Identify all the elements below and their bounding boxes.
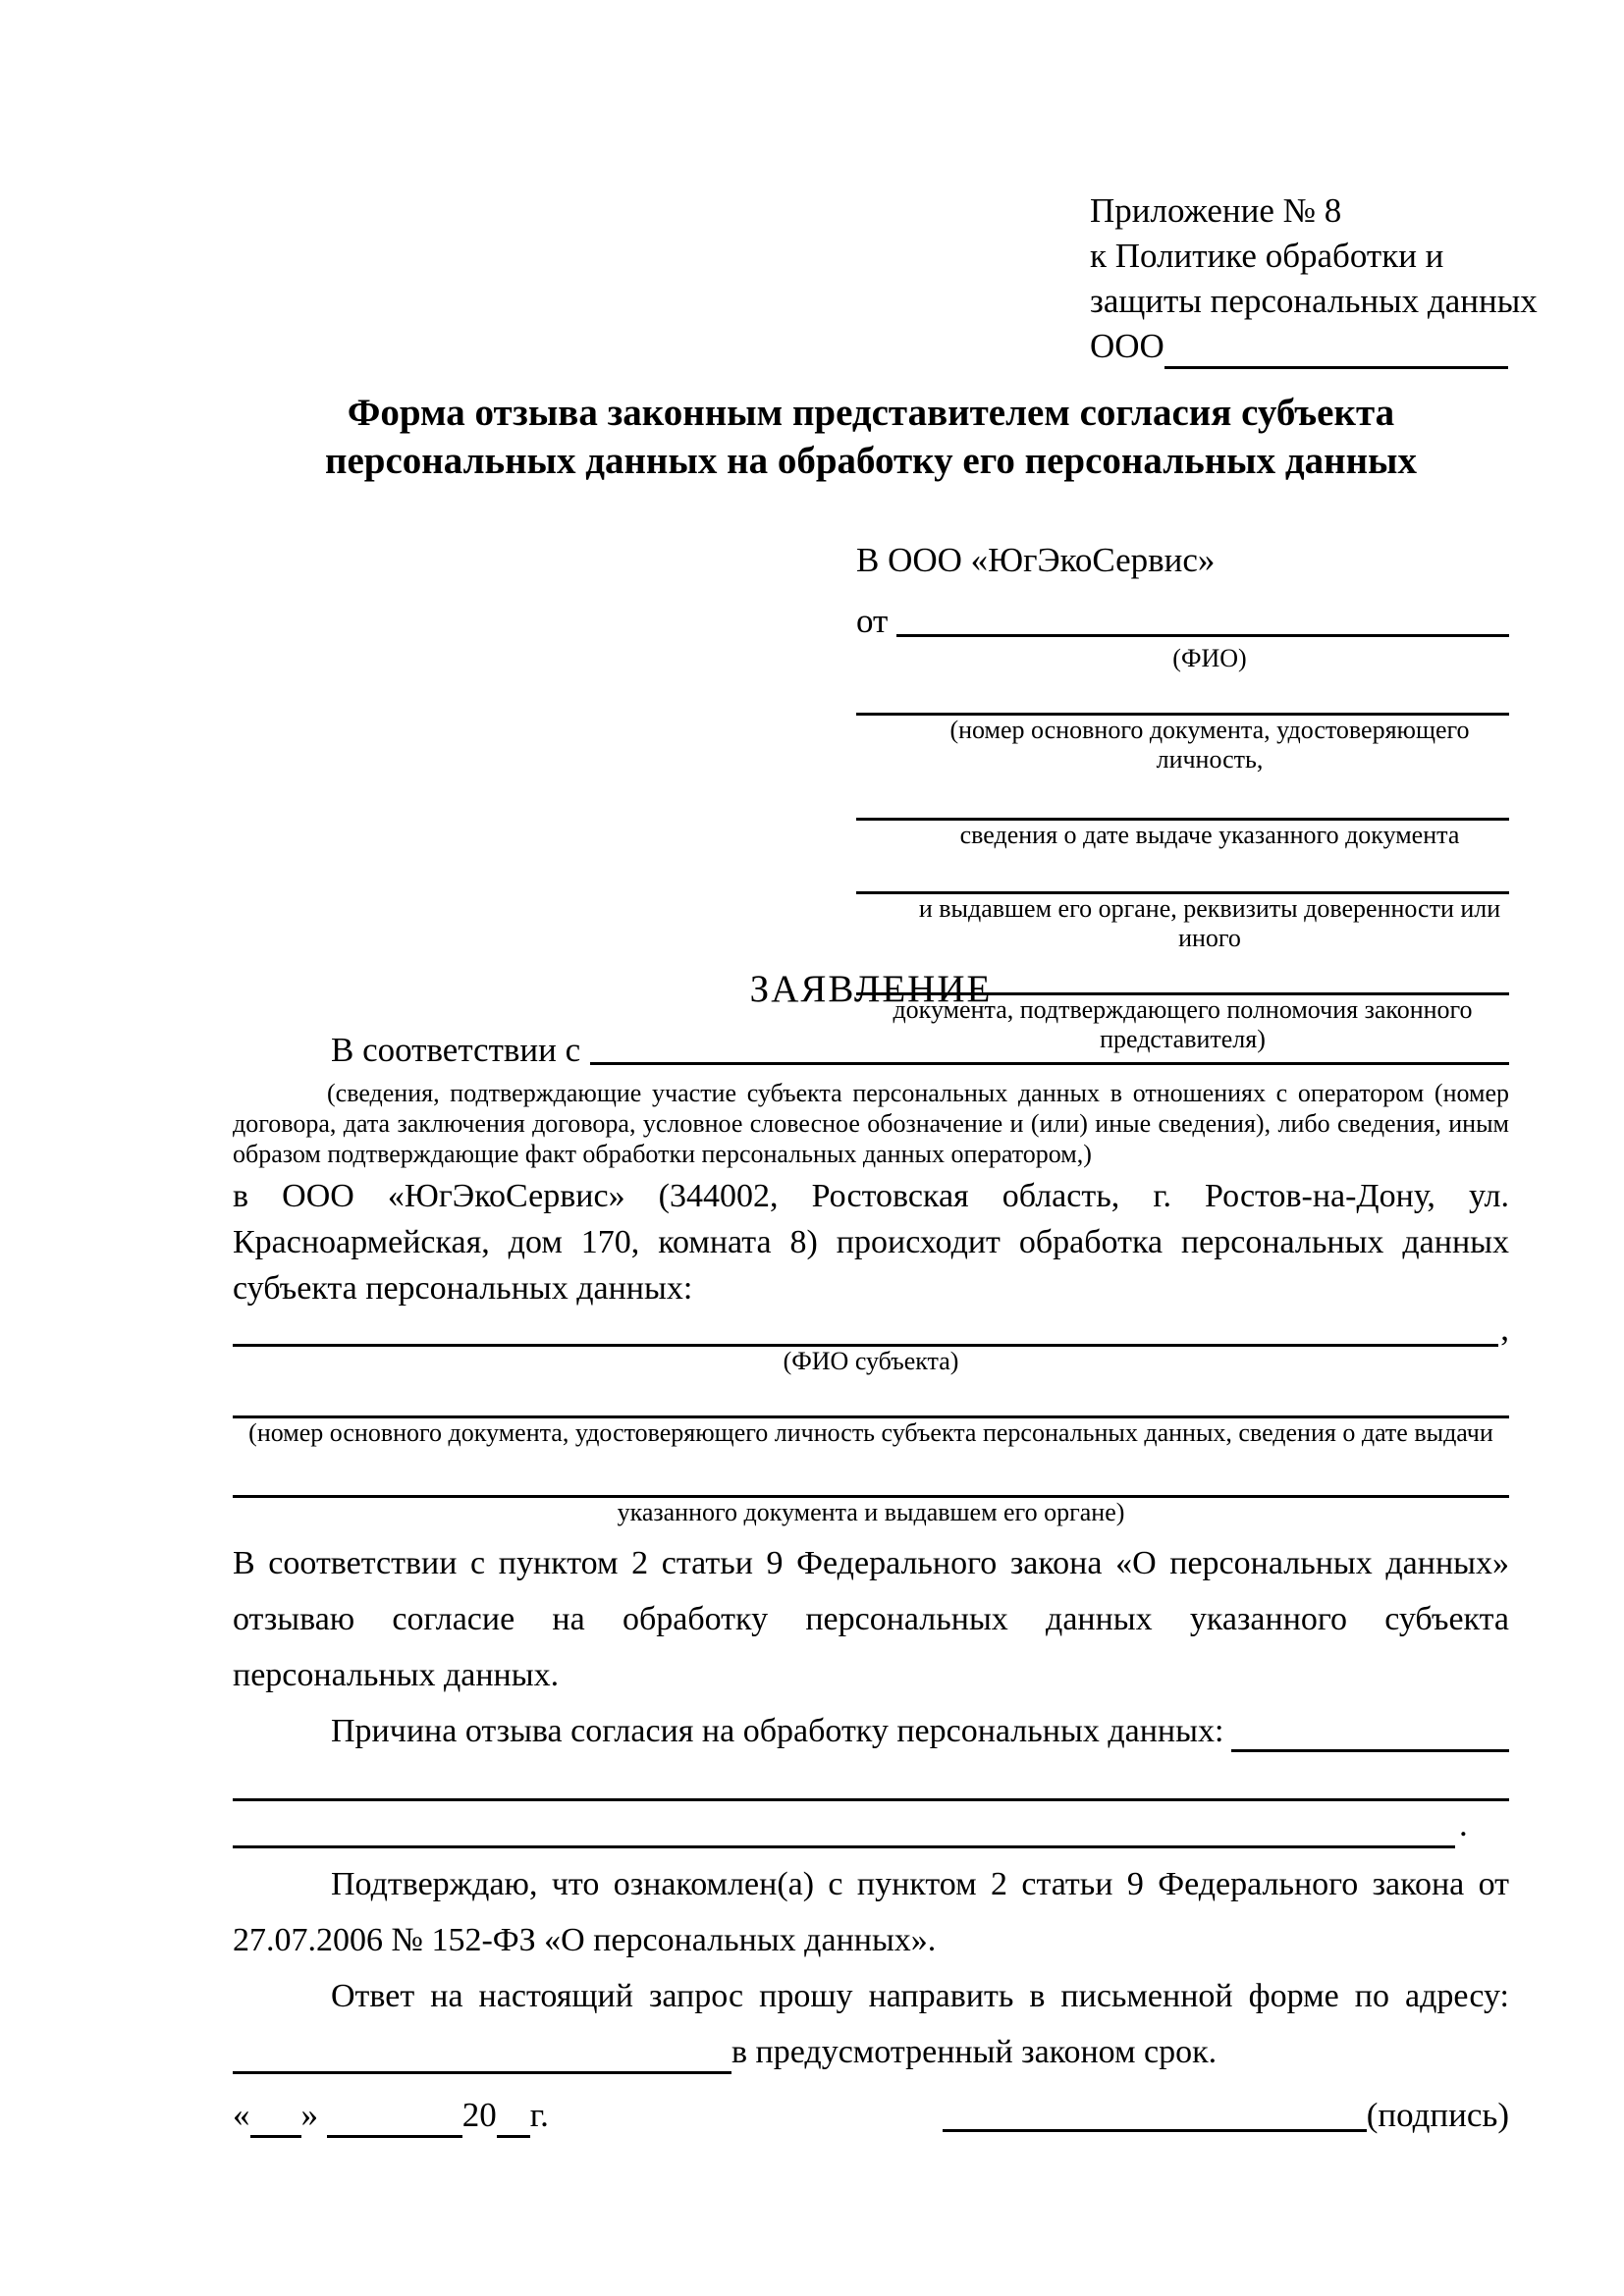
blank-caption-2: сведения о дате выдаче указанного документа: [959, 821, 1460, 849]
fine-print-note: (сведения, подтверждающие участие субъекта персональных данных в отношениях с оператором (номер договора, дата заключения договора, условное словесное обозначение и (или) иные сведения), либо сведения, иным образом подтверждающие факт обработки персональных данных оператором,): [233, 1079, 1509, 1168]
confirm-paragraph: Подтверждаю, что ознакомлен(а) с пунктом 2 статьи 9 Федерального закона от 27.07.2006 № 152-ФЗ «О персональных данных».: [233, 1866, 1509, 1958]
subject-doc-blank-line-2: [233, 1448, 1509, 1498]
in-accordance-row: [233, 1029, 1509, 1072]
reason-blank-line: [1231, 1703, 1509, 1752]
footer-row: [233, 2093, 1509, 2138]
statement-heading: ЗАЯВЛЕНИЕ: [749, 968, 993, 1010]
day-quote-open: «: [233, 2096, 250, 2134]
blank-caption-4: документа, подтверждающего полномочия законного представителя): [893, 995, 1473, 1053]
reply-paragraph: Ответ на настоящий запрос прошу направить в письменной форме по адресу:: [331, 1978, 1509, 2014]
fio-subject-caption: (ФИО субъекта): [783, 1347, 959, 1375]
fio-caption: (ФИО): [1172, 644, 1247, 672]
reason-blank-line-2: [233, 1759, 1509, 1801]
withdraw-paragraph: В соответствии с пунктом 2 статьи 9 Федерального закона «О персональных данных» отзываю согласие на обработку персональных данных указанного субъекта персональных данных.: [233, 1545, 1509, 1693]
year-suffix: г.: [529, 2096, 549, 2134]
in-accordance-prefix: В соответствии с: [331, 1031, 581, 1069]
appendix-line-3: защиты персональных данных: [1090, 282, 1538, 320]
reason-period: .: [1459, 1805, 1468, 1843]
subject-doc-caption-1: (номер основного документа, удостоверяющего личность субъекта персональных данных, сведения о дате выдачи: [248, 1418, 1493, 1447]
appendix-block: [1090, 188, 1538, 369]
subject-comma: ,: [1500, 1309, 1509, 1348]
reason-blank-row-3: [233, 1801, 1509, 1848]
in-accordance-blank-line: [590, 1029, 1509, 1065]
day-quote-close: »: [300, 2096, 318, 2134]
appendix-line-2: к Политике обработки и: [1090, 237, 1444, 275]
signature-field: [943, 2093, 1509, 2138]
from-row: [856, 599, 1509, 644]
subject-fio-blank-row: [233, 1311, 1509, 1347]
reply-suffix: в предусмотренный законом срок.: [731, 2034, 1218, 2070]
from-blank-line: [896, 599, 1509, 637]
reason-prefix: Причина отзыва согласия на обработку персональных данных:: [331, 1713, 1224, 1749]
date-field: [233, 2093, 549, 2138]
blank-line: [856, 673, 1509, 716]
subject-doc-blank-line-1: [233, 1376, 1509, 1418]
blank-line: [856, 850, 1509, 894]
signature-caption: (подпись): [1366, 2096, 1509, 2134]
year-prefix: 20: [461, 2096, 497, 2134]
addressee-organization: В ООО «ЮгЭкоСервис»: [856, 541, 1216, 579]
reply-address-blank-line: [233, 2071, 731, 2074]
ooo-label: ООО: [1090, 327, 1164, 365]
reason-row: [233, 1703, 1509, 1759]
blank-caption-3: и выдавшем его органе, реквизиты доверенности или иного: [918, 894, 1501, 952]
month-blank-line: [327, 2135, 462, 2138]
day-blank-line: [250, 2135, 301, 2138]
from-label: от: [856, 602, 889, 640]
blank-line: [856, 774, 1509, 821]
reply-address-row: [233, 2024, 1509, 2080]
reason-blank-line-3: [233, 1845, 1455, 1848]
signature-blank-line: [943, 2129, 1367, 2132]
statement-body: [233, 1029, 1509, 2080]
page-title: [233, 389, 1509, 485]
appendix-ooo-row: [1090, 324, 1538, 369]
year-blank-line: [497, 2135, 530, 2138]
blank-caption-1: (номер основного документа, удостоверяющего личность,: [949, 716, 1470, 774]
subject-doc-caption-2: указанного документа и выдавшем его органе): [617, 1498, 1125, 1526]
operator-paragraph: в ООО «ЮгЭкоСервис» (344002, Ростовская область, г. Ростов-на-Дону, ул. Красноармейская, дом 170, комната 8) происходит обработка персональных данных субъекта персональных данных:: [233, 1178, 1509, 1307]
page-title-text: Форма отзыва законным представителем согласия субъекта персональных данных на обработку его персональных данных: [324, 392, 1418, 482]
ooo-blank-line: [1164, 366, 1508, 369]
appendix-line-1: Приложение № 8: [1090, 191, 1342, 230]
